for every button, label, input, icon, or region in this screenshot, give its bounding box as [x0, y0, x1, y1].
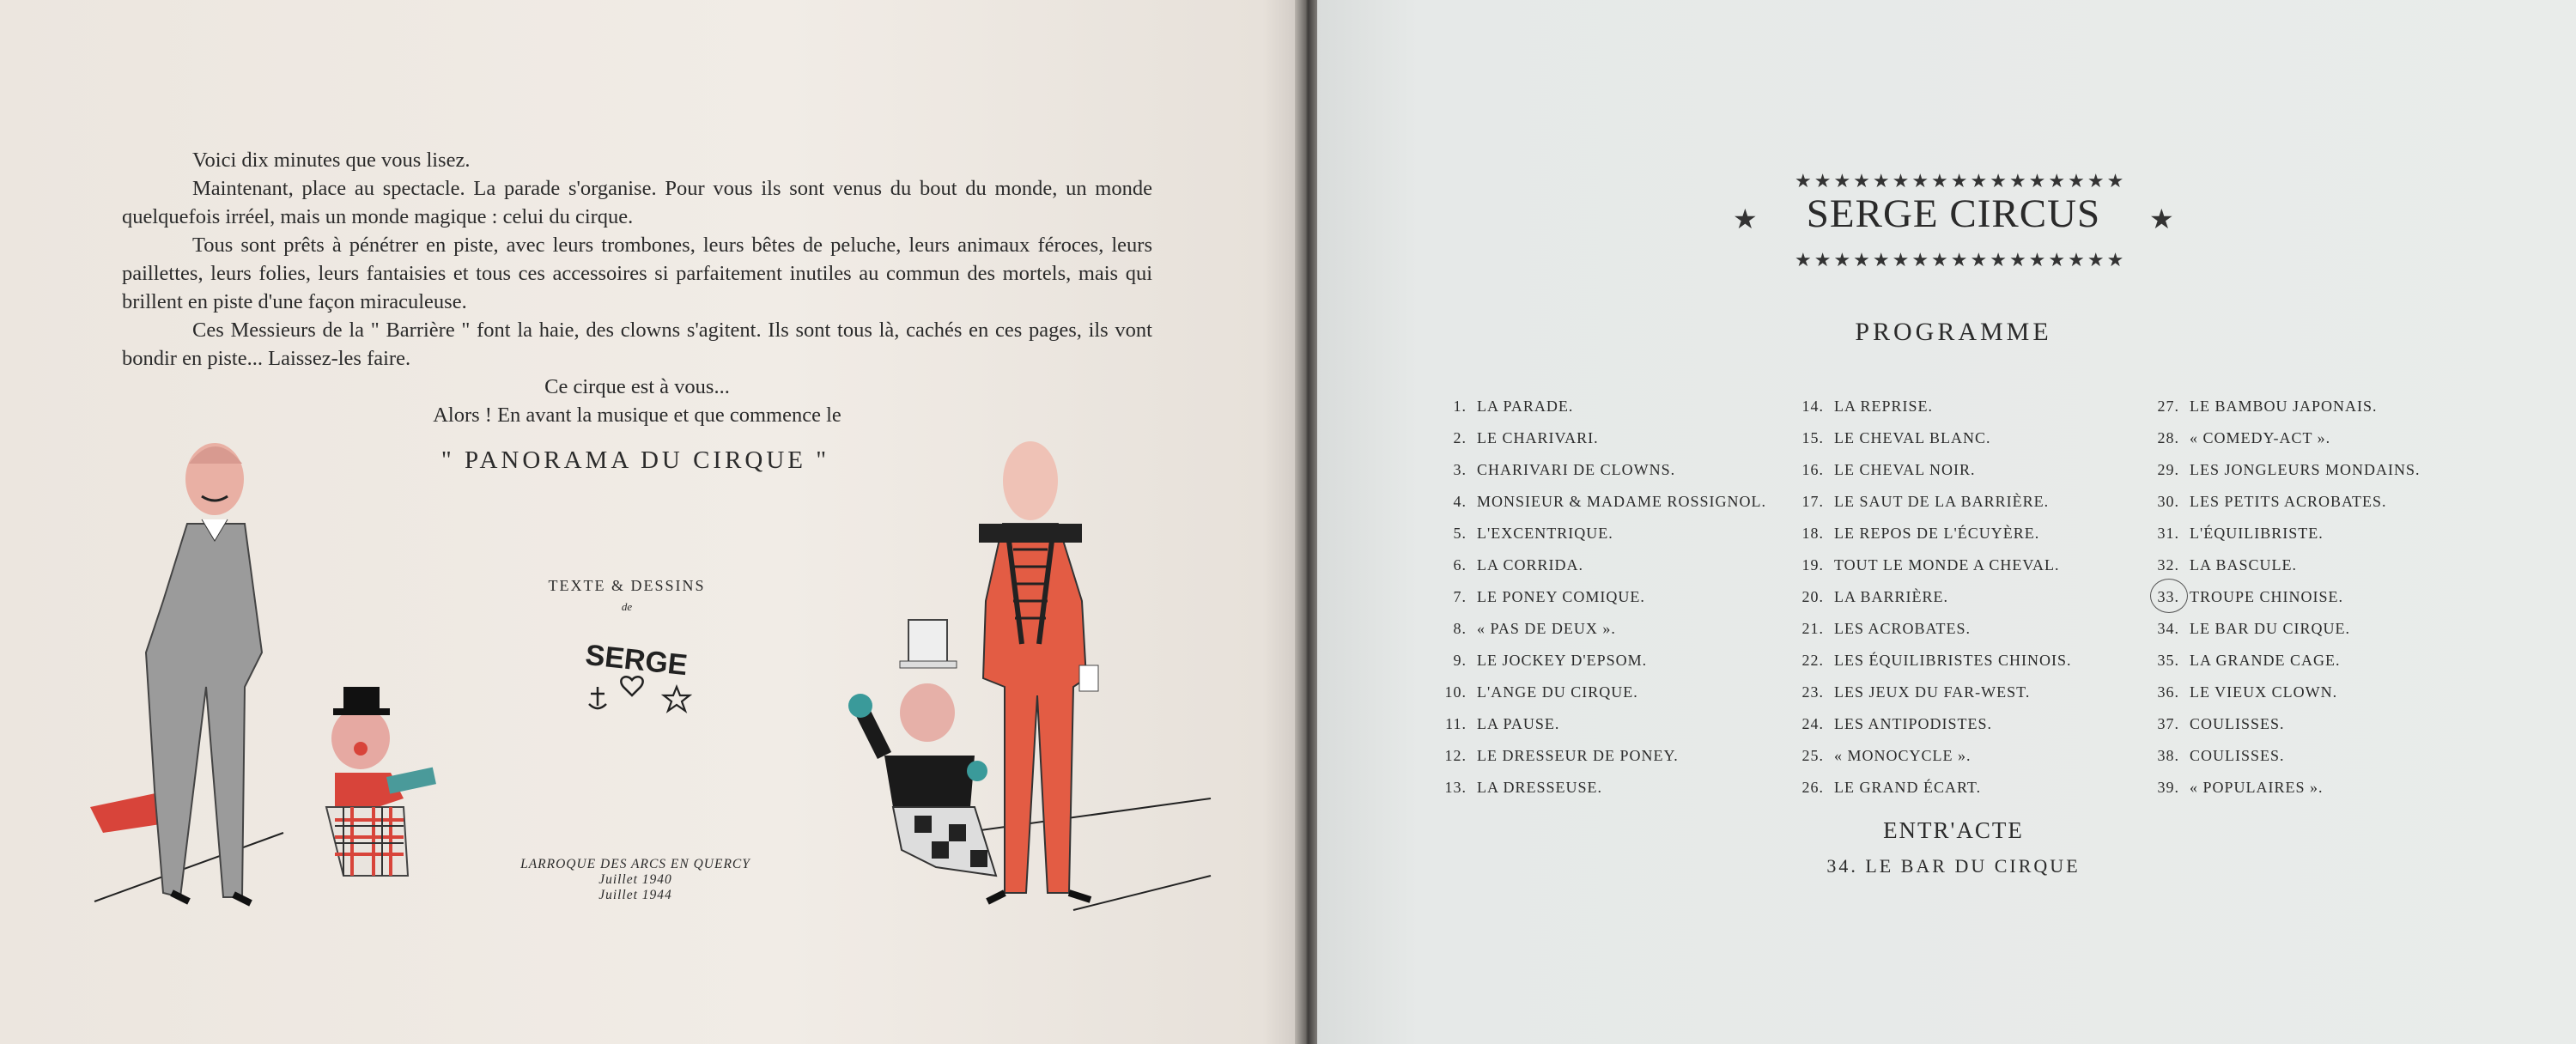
programme-item-title: LA BARRIÈRE.: [1834, 588, 1949, 605]
ringmaster-and-clown-illustration: [86, 429, 447, 927]
programme-item: [2152, 454, 2421, 486]
programme-item-title: LE VIEUX CLOWN.: [2190, 683, 2338, 701]
programme-item: [1796, 518, 2072, 549]
programme-item: [1796, 740, 2072, 772]
programme-item-title: LE JOCKEY D'EPSOM.: [1477, 652, 1648, 669]
programme-item-number: 19.: [1801, 556, 1824, 574]
programme-item-title: LA PAUSE.: [1477, 715, 1560, 732]
programme-item: [1439, 422, 1766, 454]
programme-item-title: LA REPRISE.: [1834, 398, 1934, 415]
programme-item-title: LA PARADE.: [1477, 398, 1574, 415]
programme-item: [1796, 645, 2072, 677]
programme-item-number: 18.: [1801, 525, 1824, 542]
programme-item: [2152, 708, 2421, 740]
programme-item: [1796, 486, 2072, 518]
programme-item-number: 9.: [1453, 652, 1467, 669]
entracte-heading: ENTR'ACTE: [1883, 817, 2024, 843]
programme-item: [2152, 772, 2421, 804]
side-star-right: ★: [2149, 203, 2174, 234]
programme-item-title: LES PETITS ACROBATES.: [2190, 493, 2387, 510]
programme-item: [1796, 549, 2072, 581]
intro-paragraph: Maintenant, place au spectacle. La parade s'organise. Pour vous ils sont venus du bout du monde, un monde quelquefois irréel, mais un monde magique : celui du cirque.: [122, 177, 1152, 228]
programme-item-title: L'ANGE DU CIRQUE.: [1477, 683, 1638, 701]
programme-item-title: LA DRESSEUSE.: [1477, 779, 1603, 796]
credits-de: de: [621, 600, 633, 613]
programme-item-title: MONSIEUR & MADAME ROSSIGNOL.: [1477, 493, 1767, 510]
programme-item: [1439, 708, 1766, 740]
stars-row-top: ★★★★★★★★★★★★★★★★★: [1795, 170, 2127, 191]
place-text: LARROQUE DES ARCS EN QUERCY: [520, 857, 750, 871]
programme-item: [1796, 677, 2072, 708]
programme-item: [1439, 518, 1766, 549]
programme-item: [2152, 740, 2421, 772]
intro-paragraph: Alors ! En avant la musique et que commence le: [433, 404, 841, 427]
programme-item: [1439, 772, 1766, 804]
programme-item: [1439, 581, 1766, 613]
date-1940: Juillet 1940: [598, 872, 672, 887]
programme-item-title: COULISSES.: [2190, 715, 2285, 732]
programme-item-title: LE PONEY COMIQUE.: [1477, 588, 1645, 605]
programme-item-number: 29.: [2157, 461, 2179, 478]
programme-item-number: 23.: [1801, 683, 1824, 701]
programme-item-number: 25.: [1801, 747, 1824, 764]
programme-item-number: 8.: [1453, 620, 1467, 637]
programme-item-number: 30.: [2157, 493, 2179, 510]
programme-item: [1439, 549, 1766, 581]
programme-item-number: 24.: [1801, 715, 1824, 732]
programme-item: [1796, 708, 2072, 740]
programme-item-number: 27.: [2157, 398, 2179, 415]
programme-item: [2152, 549, 2421, 581]
entracte-item: 34. LE BAR DU CIRQUE: [1826, 855, 2081, 877]
intro-text: [122, 146, 1152, 429]
programme-item-number: 6.: [1453, 556, 1467, 574]
programme-item-number: 3.: [1453, 461, 1467, 478]
programme-item: [2152, 486, 2421, 518]
programme-item: [1439, 391, 1766, 422]
programme-item-number: 39.: [2157, 779, 2179, 796]
stars-row-bottom: ★★★★★★★★★★★★★★★★★: [1795, 249, 2127, 270]
panorama-title: " PANORAMA DU CIRQUE ": [440, 446, 830, 474]
programme-item-title: LA CORRIDA.: [1477, 556, 1584, 574]
programme-item: [1796, 391, 2072, 422]
programme-item: [1796, 772, 2072, 804]
intro-paragraph: Voici dix minutes que vous lisez.: [192, 149, 471, 172]
programme-item: [1796, 613, 2072, 645]
programme-item-number: 20.: [1801, 588, 1824, 605]
programme-column-1: [1439, 391, 1766, 804]
programme-item-number: 36.: [2157, 683, 2179, 701]
programme-item-number: 26.: [1801, 779, 1824, 796]
programme-item-number: 38.: [2157, 747, 2179, 764]
programme-item-title: L'ÉQUILIBRISTE.: [2190, 525, 2324, 542]
programme-item: [1439, 486, 1766, 518]
programme-item-number: 2.: [1453, 429, 1467, 446]
programme-item: [1439, 677, 1766, 708]
programme-item-number: 22.: [1801, 652, 1824, 669]
credits: [489, 577, 764, 614]
programme-item: [2152, 422, 2421, 454]
programme-item-title: TROUPE CHINOISE.: [2190, 588, 2344, 605]
serge-circus-title: SERGE CIRCUS: [1806, 191, 2101, 236]
intro-paragraph: Ces Messieurs de la " Barrière " font la haie, des clowns s'agitent. Ils sont tous là, cachés en ces pages, ils vont bondir en piste... Laissez-les faire.: [122, 319, 1152, 370]
intro-paragraph: Tous sont prêts à pénétrer en piste, avec leurs trombones, leurs bêtes de peluche, leurs animaux féroces, leurs paillettes, leurs folies, leurs fantaisies et tous ces accessoires si parfaitement inutiles au commun des mortels, mais qui brillent en piste d'une façon miraculeuse.: [122, 234, 1152, 313]
programme-item-title: LE SAUT DE LA BARRIÈRE.: [1834, 493, 2050, 510]
programme-item: [1439, 613, 1766, 645]
programme-item: [1796, 581, 2072, 613]
programme-item-title: « PAS DE DEUX ».: [1477, 620, 1616, 637]
programme-item: [2152, 645, 2421, 677]
programme-item: [2152, 677, 2421, 708]
programme-item-title: LES ACROBATES.: [1834, 620, 1971, 637]
programme-item-title: LA GRANDE CAGE.: [2190, 652, 2341, 669]
programme-item: [1439, 740, 1766, 772]
programme-item-number: 13.: [1444, 779, 1467, 796]
intro-paragraph: Ce cirque est à vous...: [544, 375, 730, 398]
programme-item-title: LES JEUX DU FAR-WEST.: [1834, 683, 2031, 701]
programme-item-title: LE BAMBOU JAPONAIS.: [2190, 398, 2378, 415]
credits-title: TEXTE & DESSINS: [548, 577, 706, 594]
programme-item: [2152, 391, 2421, 422]
programme-item-title: TOUT LE MONDE A CHEVAL.: [1834, 556, 2060, 574]
clown-and-officer-illustration: [833, 429, 1228, 927]
programme-item: [1439, 645, 1766, 677]
programme-item-number: 1.: [1453, 398, 1467, 415]
programme-item-title: « MONOCYCLE ».: [1834, 747, 1971, 764]
programme-item-title: LE CHEVAL BLANC.: [1834, 429, 1991, 446]
book-gutter: [1295, 0, 1319, 1044]
programme-item-number: 17.: [1801, 493, 1824, 510]
place-and-dates: [464, 857, 807, 903]
programme-item-title: LE GRAND ÉCART.: [1834, 779, 1982, 796]
programme-heading: PROGRAMME: [1855, 318, 2052, 346]
programme-item: [1439, 454, 1766, 486]
programme-item-title: COULISSES.: [2190, 747, 2285, 764]
programme-item-number: 5.: [1453, 525, 1467, 542]
programme-item: [1796, 454, 2072, 486]
programme-item-number: 35.: [2157, 652, 2179, 669]
programme-item-title: LE DRESSEUR DE PONEY.: [1477, 747, 1679, 764]
programme-item-title: « COMEDY-ACT ».: [2190, 429, 2331, 446]
programme-item-number: 32.: [2157, 556, 2179, 574]
serge-signature-logo: [550, 635, 721, 721]
programme-item-title: LE CHEVAL NOIR.: [1834, 461, 1976, 478]
programme-item-number: 12.: [1444, 747, 1467, 764]
programme-column-2: [1796, 391, 2072, 804]
programme-item-number: 21.: [1801, 620, 1824, 637]
programme-item-title: LES JONGLEURS MONDAINS.: [2190, 461, 2421, 478]
programme-item-number: 31.: [2157, 525, 2179, 542]
programme-item: [2152, 613, 2421, 645]
programme-item-title: CHARIVARI DE CLOWNS.: [1477, 461, 1676, 478]
programme-item-title: LES ANTIPODISTES.: [1834, 715, 1993, 732]
programme-item-title: LES ÉQUILIBRISTES CHINOIS.: [1834, 652, 2072, 669]
programme-item-title: LE REPOS DE L'ÉCUYÈRE.: [1834, 525, 2040, 542]
programme-item-number: 28.: [2157, 429, 2179, 446]
programme-item-number: 11.: [1445, 715, 1467, 732]
programme-item-title: LA BASCULE.: [2190, 556, 2298, 574]
programme-item-number: 14.: [1801, 398, 1824, 415]
programme-column-3: [2152, 391, 2421, 804]
programme-item-title: L'EXCENTRIQUE.: [1477, 525, 1613, 542]
programme-item: [2152, 518, 2421, 549]
programme-item-title: « POPULAIRES ».: [2190, 779, 2324, 796]
programme-item-title: LE BAR DU CIRQUE.: [2190, 620, 2350, 637]
programme-item-number: 4.: [1453, 493, 1467, 510]
side-star-left: ★: [1733, 203, 1758, 234]
programme-item-number: 15.: [1801, 429, 1824, 446]
programme-item: [1796, 422, 2072, 454]
programme-item: [2152, 581, 2421, 613]
signature-text: SERGE: [583, 638, 690, 683]
programme-item-number: 10.: [1444, 683, 1467, 701]
programme-item-number: 7.: [1453, 588, 1467, 605]
programme-item-title: LE CHARIVARI.: [1477, 429, 1599, 446]
handwritten-circle-mark: [2150, 579, 2188, 613]
programme-item-number: 16.: [1801, 461, 1824, 478]
programme-item-number: 34.: [2157, 620, 2179, 637]
programme-item-number: 33.: [2157, 588, 2179, 605]
programme-item-number: 37.: [2157, 715, 2179, 732]
date-1944: Juillet 1944: [598, 888, 672, 902]
